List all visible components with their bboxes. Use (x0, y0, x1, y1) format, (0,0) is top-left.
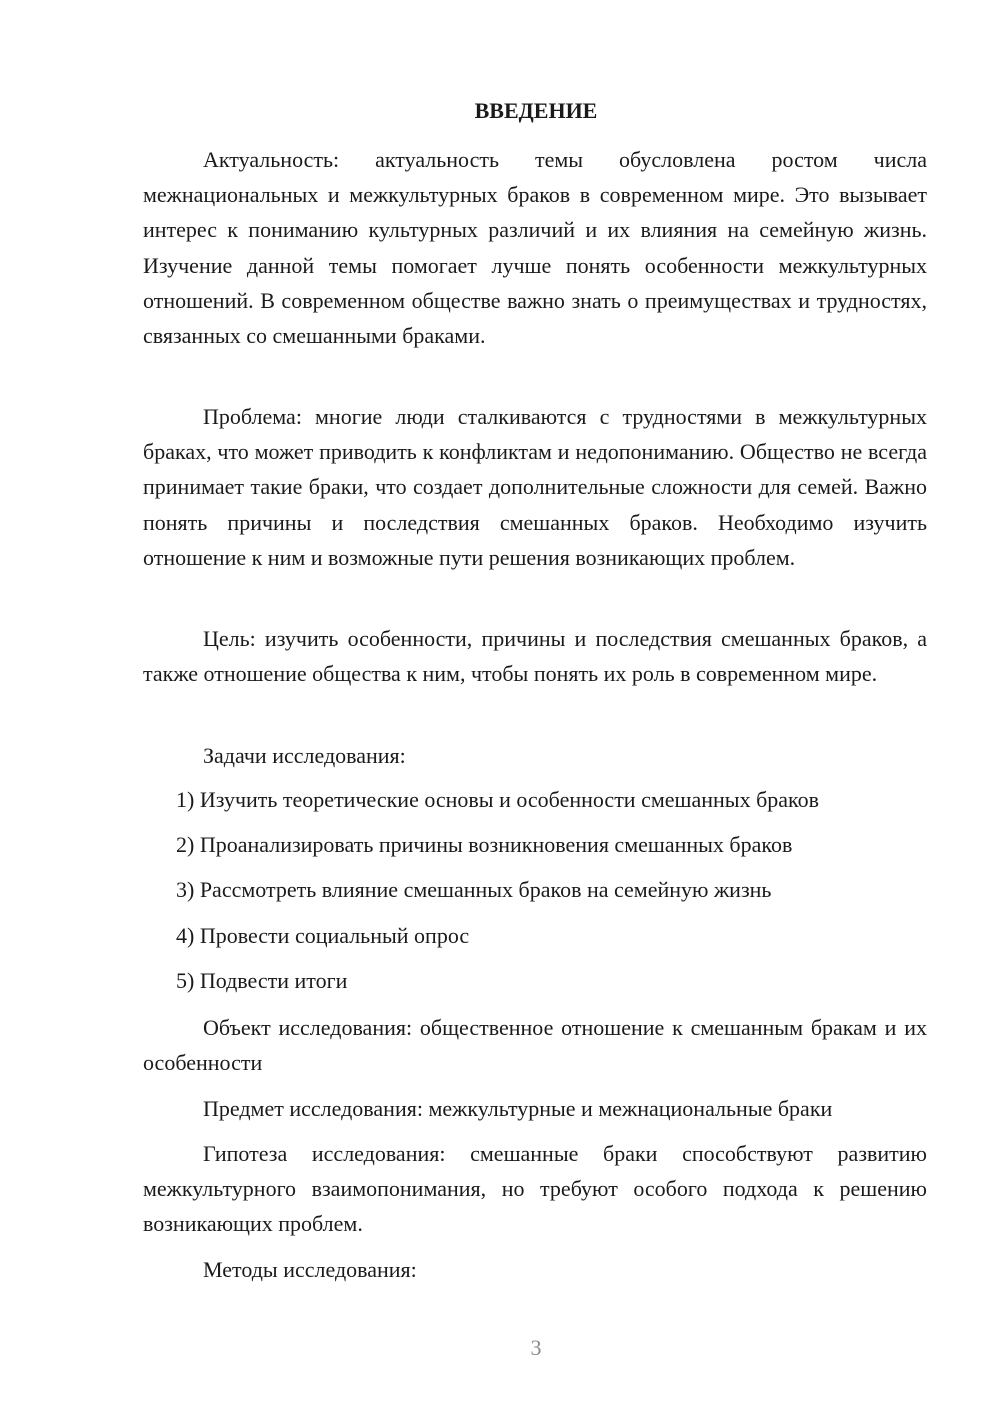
page-number: 3 (530, 1335, 542, 1360)
paragraph-hypothesis: Гипотеза исследования: смешанные браки способствуют развитию межкультурного взаимопонимания, но требуют особого подхода к решению возникающих проблем. (143, 1141, 927, 1237)
task-item: 3) Рассмотреть влияние смешанных браков на семейную жизнь (176, 877, 772, 902)
paragraph-object: Объект исследования: общественное отношение к смешанным бракам и их особенности (143, 1015, 927, 1076)
section-heading: ВВЕДЕНИЕ (474, 98, 598, 123)
paragraph-relevance: Актуальность: актуальность темы обусловлена ростом числа межнациональных и межкультурных браков в современном мире. Это вызывает интерес к пониманию культурных различий и их влияния на семейную жизнь. Изучение данной темы помогает лучше понять особенности межкультурных отношений. В современном обществе важно знать о преимуществах и трудностях, связанных со смешанными браками. (143, 147, 927, 349)
tasks-title: Задачи исследования: (203, 743, 406, 768)
task-item: 5) Подвести итоги (176, 968, 348, 993)
paragraph-problem: Проблема: многие люди сталкиваются с трудностями в межкультурных браках, что может приводить к конфликтам и недопониманию. Общество не всегда принимает такие браки, что создает дополнительные сложности для семей. Важно понять причины и последствия смешанных браков. Необходимо изучить отношение к ним и возможные пути решения возникающих проблем. (143, 404, 927, 570)
task-item: 2) Проанализировать причины возникновения смешанных браков (176, 832, 793, 857)
task-item: 4) Провести социальный опрос (176, 923, 470, 948)
paragraph-goal: Цель: изучить особенности, причины и последствия смешанных браков, а также отношение общества к ним, чтобы понять их роль в современном мире. (143, 626, 927, 687)
methods-title: Методы исследования: (203, 1257, 417, 1282)
task-item: 1) Изучить теоретические основы и особенности смешанных браков (176, 787, 819, 812)
paragraph-subject: Предмет исследования: межкультурные и межнациональные браки (203, 1096, 833, 1121)
